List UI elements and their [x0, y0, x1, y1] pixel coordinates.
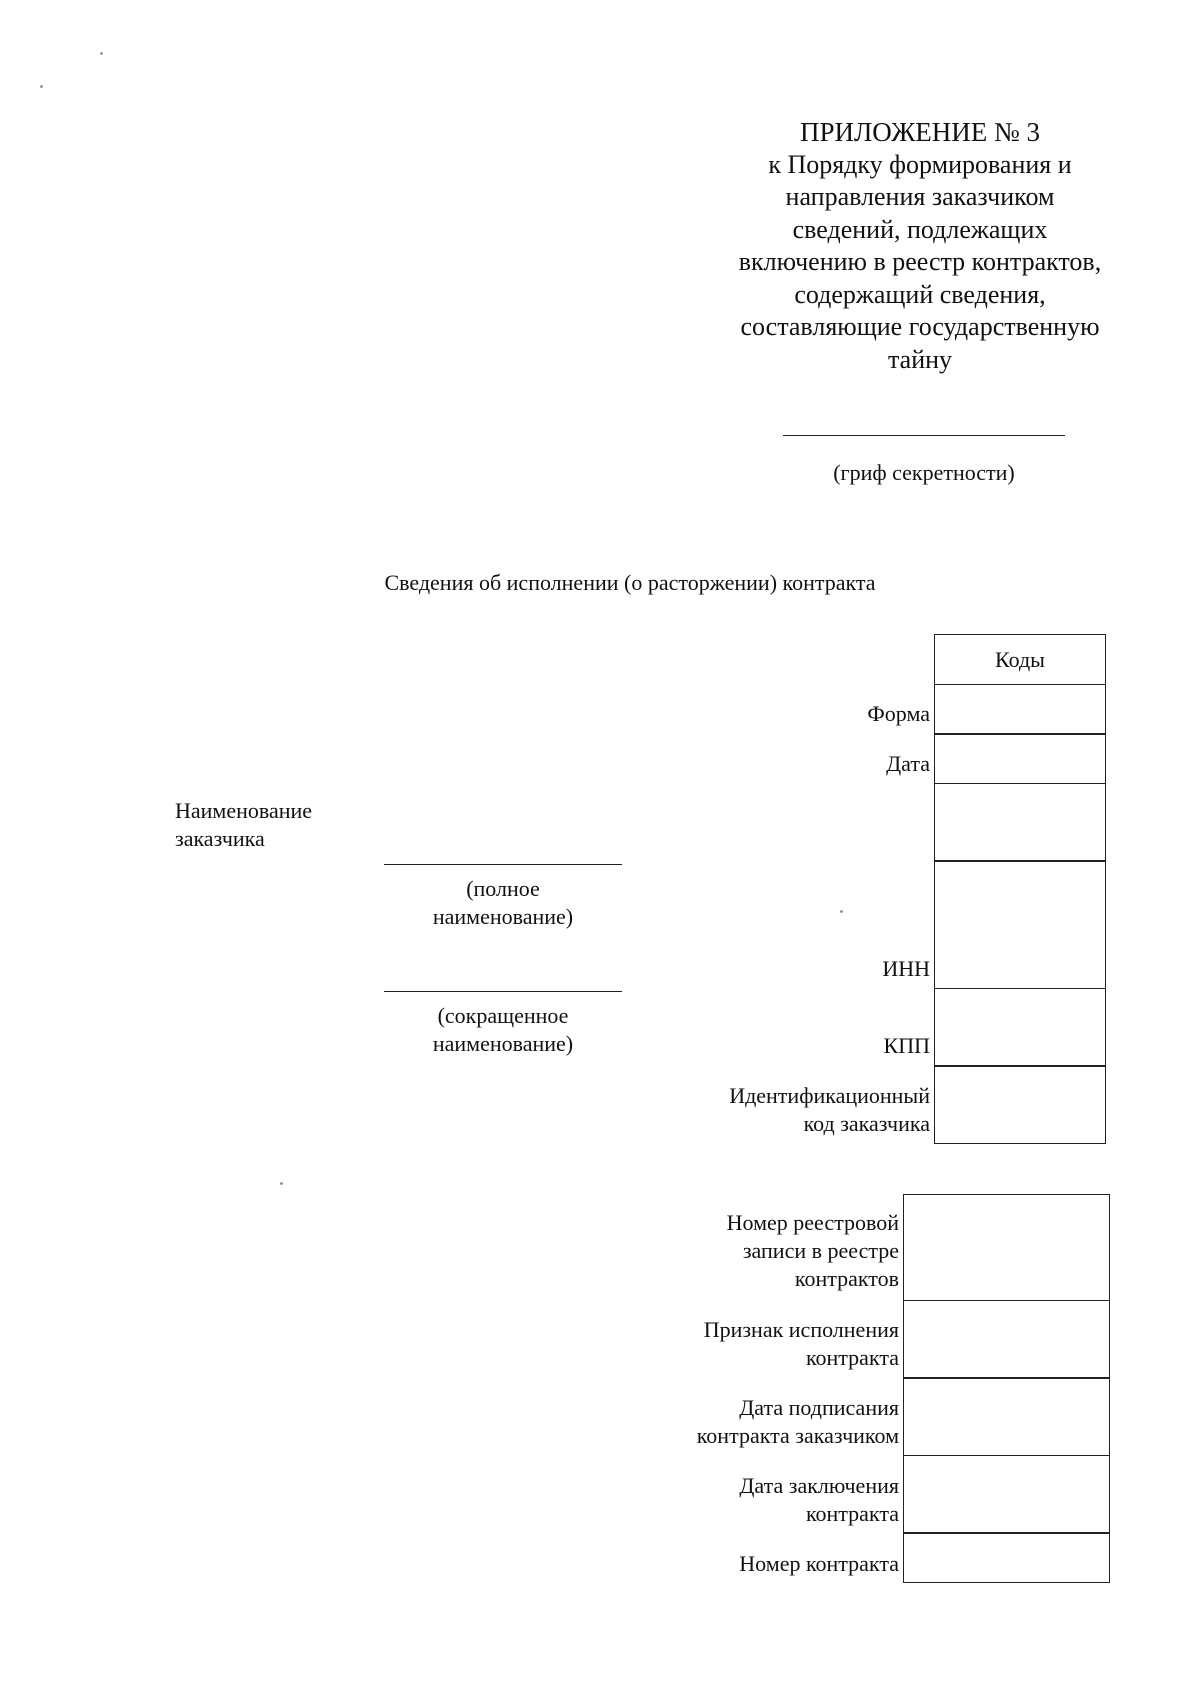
secrecy-stamp-caption: (гриф секретности)	[833, 460, 1015, 485]
inn-label: ИНН	[882, 956, 930, 981]
contract-number-cell[interactable]	[903, 1532, 1110, 1583]
signing-date-label-line: Дата подписания	[739, 1395, 899, 1420]
execution-sign-cell[interactable]	[903, 1300, 1110, 1379]
appendix-line: содержащий сведения,	[794, 279, 1046, 309]
appendix-line: включению в реестр контрактов,	[738, 247, 1102, 276]
full-name-field[interactable]	[384, 864, 622, 865]
blank-code-cell[interactable]	[934, 783, 1106, 862]
signing-date-cell[interactable]	[903, 1377, 1110, 1456]
customer-id-label-line: Идентификационный	[729, 1083, 930, 1108]
scan-speck	[840, 910, 843, 913]
form-code-cell[interactable]	[934, 684, 1106, 735]
scan-speck	[100, 52, 103, 55]
appendix-line: составляющие государственную	[740, 312, 1100, 341]
full-name-caption-line: (полное	[466, 876, 540, 901]
kpp-code-cell[interactable]	[934, 988, 1106, 1067]
short-name-caption	[384, 1002, 622, 1058]
appendix-line: сведений, подлежащих	[792, 214, 1048, 244]
scan-speck	[40, 85, 43, 88]
customer-id-label	[729, 1082, 930, 1138]
appendix-line: направления заказчиком	[785, 182, 1055, 211]
customer-id-code-cell[interactable]	[934, 1065, 1106, 1144]
appendix-line: к Порядку формирования и	[768, 149, 1072, 179]
codes-table	[934, 634, 1106, 1144]
conclusion-date-cell[interactable]	[903, 1455, 1110, 1534]
record-number-label	[727, 1209, 899, 1293]
signing-date-label	[697, 1394, 899, 1450]
inn-code-cell[interactable]	[934, 860, 1106, 989]
date-code-cell[interactable]	[934, 733, 1106, 784]
signing-date-label-line: контракта заказчиком	[696, 1423, 899, 1448]
full-name-caption-line: наименование)	[432, 904, 574, 929]
document-title: Сведения об исполнении (о расторжении) контракта	[384, 570, 876, 595]
secrecy-stamp-line[interactable]	[783, 435, 1065, 436]
customer-id-label-line: код заказчика	[803, 1111, 930, 1136]
record-number-cell[interactable]	[903, 1194, 1110, 1301]
customer-name-label-line: заказчика	[175, 826, 265, 851]
full-name-caption	[384, 875, 622, 931]
execution-sign-label-line: контракта	[805, 1345, 899, 1370]
record-number-label-line: Номер реестровой	[726, 1210, 899, 1235]
scan-speck	[280, 1182, 283, 1185]
short-name-caption-line: наименование)	[432, 1031, 574, 1056]
record-number-label-line: контрактов	[794, 1266, 899, 1291]
conclusion-date-label-line: контракта	[805, 1501, 899, 1526]
short-name-field[interactable]	[384, 991, 622, 992]
customer-name-label-line: Наименование	[175, 798, 313, 823]
conclusion-date-label-line: Дата заключения	[739, 1473, 899, 1498]
short-name-caption-line: (сокращенное	[437, 1003, 569, 1028]
form-label: Форма	[867, 701, 930, 726]
execution-sign-label	[704, 1316, 899, 1372]
codes-header-cell	[934, 634, 1106, 685]
appendix-header	[700, 116, 1140, 376]
date-label: Дата	[886, 751, 930, 776]
execution-sign-label-line: Признак исполнения	[703, 1317, 899, 1342]
registry-table	[903, 1194, 1110, 1583]
customer-name-label	[175, 797, 312, 853]
record-number-label-line: записи в реестре	[742, 1238, 899, 1263]
appendix-line: тайну	[887, 344, 953, 374]
kpp-label: КПП	[883, 1033, 930, 1058]
conclusion-date-label	[739, 1472, 899, 1528]
codes-header: Коды	[995, 646, 1045, 672]
contract-number-label: Номер контракта	[739, 1551, 899, 1576]
appendix-title: ПРИЛОЖЕНИЕ № 3	[799, 117, 1041, 147]
